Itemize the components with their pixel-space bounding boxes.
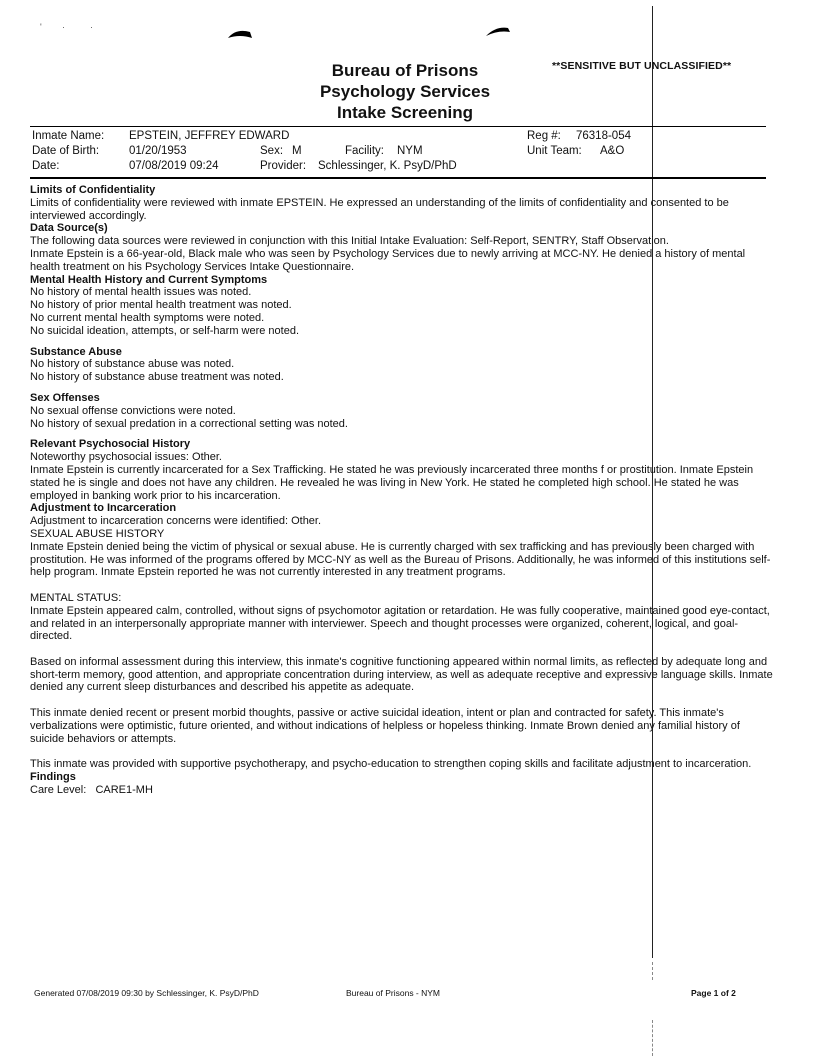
confidentiality-heading: Limits of Confidentiality [30, 184, 156, 196]
mental-status-text: Inmate Epstein appeared calm, controlled, without signs of psychomotor agitation or retardation. He was fully cooperative, maintained good eye-contact, and related in an interpersonally appropriate manner with interviewer. Speech and thought processes were organized, coherent, logical, and goal-directed. [30, 604, 770, 643]
confidentiality-text: Limits of confidentiality were reviewed with inmate EPSTEIN. He expressed an understanding of the limits of confidentiality and consented to be interviewed accordingly. [30, 196, 729, 222]
scan-line-dashed [652, 962, 654, 980]
scan-mark: ' [40, 22, 42, 32]
reg-label: Reg #: [527, 130, 561, 142]
data-sources-detail: Inmate Epstein is a 66-year-old, Black male who was seen by Psychology Services due to newly arriving at MCC-NY. He denied a history of mental health treatment on his Psychology Services Intake Questionnaire. [30, 247, 746, 273]
mental-health-item: No current mental health symptoms were noted. [30, 311, 265, 324]
cognitive-text: Based on informal assessment during this interview, this inmate's cognitive functioning appeared within normal limits, as reflected by adequate long and short-term memory, good attention, and appropriate concentration during interview, as well as adequate receptive and expressive language skills. Inmate denied any current sleep disturbances and described his appetite as adequate. [30, 655, 773, 694]
mental-health-heading: Mental Health History and Current Symptoms [30, 273, 268, 286]
substance-item: No history of substance abuse was noted. [30, 358, 235, 371]
care-level [30, 784, 775, 797]
risk-text: This inmate denied recent or present morbid thoughts, passive or active suicidal ideation, intent or plan and contracted for safety. This inmate's verbalizations were optimistic, future oriented, and without indications of helpless or hopeless thinking. Inmate Brown denied any familial history of suicide behaviors or attempts. [30, 707, 740, 745]
care-level-label: Care Level: [30, 783, 87, 796]
scan-smudge-left [226, 26, 254, 40]
footer-page: Page 1 of 2 [691, 988, 736, 998]
psychosocial-text: Inmate Epstein is currently incarcerated for a Sex Trafficking. He stated he was previously incarcerated three months f or prostitution. Inmate Epstein stated he is single and does not have any children. He revealed he was living in New York. He stated he completed high school. He stated he was employed in banking work prior to his incarceration. [30, 463, 754, 502]
data-sources-heading: Data Source(s) [30, 222, 108, 235]
dob-value: 01/20/1953 [129, 145, 187, 157]
adjustment-heading: Adjustment to Incarceration [30, 502, 177, 515]
substance-item: No history of substance abuse treatment was noted. [30, 371, 284, 384]
adjustment-intro: Adjustment to incarceration concerns were identified: Other. [30, 515, 322, 528]
inmate-name-label: Inmate Name: [32, 130, 105, 142]
sexual-abuse-text: Inmate Epstein denied being the victim of physical or sexual abuse. He is currently charged with sex trafficking and has previously been charged with prostitution. He was informed of the programs offered by MCC-NY as well as the Bureau of Prisons. Additionally, he was informed of this institutions self-help program. Inmate Epstein reported he was not currently interested in any treatment programs. [30, 540, 771, 579]
substance-heading: Substance Abuse [30, 345, 122, 358]
unit-team-label: Unit Team: [527, 145, 582, 157]
sex-offenses-heading: Sex Offenses [30, 391, 100, 404]
sex-offenses-item: No sexual offense convictions were noted. [30, 404, 236, 417]
data-sources-text: The following data sources were reviewed in conjunction with this Initial Intake Evaluation: Self-Report, SENTRY, Staff Observation. [30, 235, 669, 248]
header-rule-top [30, 126, 766, 127]
date-value: 07/08/2019 09:24 [129, 160, 219, 172]
findings-heading: Findings [30, 771, 76, 784]
provider-label: Provider: [260, 160, 307, 172]
classification-banner: **SENSITIVE BUT UNCLASSIFIED** [552, 60, 732, 72]
sex-label: Sex: [260, 145, 284, 157]
facility-value: NYM [397, 145, 423, 157]
footer-generated: Generated 07/08/2019 09:30 by Schlessinger, K. PsyD/PhD [34, 988, 259, 998]
care-level-value: CARE1-MH [95, 783, 153, 796]
therapy-text: This inmate was provided with supportive psychotherapy, and psycho-education to strengthen coping skills and facilitate adjustment to incarceration. [30, 758, 752, 771]
mental-status-heading: MENTAL STATUS: [30, 591, 122, 604]
agency-title: Bureau of Prisons [331, 61, 479, 80]
date-label: Date: [32, 160, 60, 172]
report-body [30, 184, 775, 797]
dob-label: Date of Birth: [32, 145, 100, 157]
provider-value: Schlessinger, K. PsyD/PhD [318, 160, 457, 172]
scan-line-dashed [652, 1020, 654, 1056]
sex-value: M [292, 145, 302, 157]
scan-smudge-right [484, 24, 512, 38]
header-rule-bottom [30, 177, 766, 179]
department-title: Psychology Services [319, 82, 491, 101]
unit-team-value: A&O [600, 145, 625, 157]
mental-health-item: No suicidal ideation, attempts, or self-harm were noted. [30, 324, 300, 337]
reg-value: 76318-054 [576, 130, 631, 142]
psychosocial-intro: Noteworthy psychosocial issues: Other. [30, 451, 222, 464]
scan-mark: · [90, 22, 93, 32]
mental-health-item: No history of mental health issues was noted. [30, 286, 252, 299]
sex-offenses-item: No history of sexual predation in a correctional setting was noted. [30, 417, 348, 430]
form-title: Intake Screening [336, 103, 474, 122]
sexual-abuse-heading: SEXUAL ABUSE HISTORY [30, 527, 165, 540]
footer-source: Bureau of Prisons - NYM [346, 988, 441, 998]
psychosocial-heading: Relevant Psychosocial History [30, 438, 191, 451]
facility-label: Facility: [345, 145, 384, 157]
inmate-name: EPSTEIN, JEFFREY EDWARD [129, 130, 290, 142]
mental-health-item: No history of prior mental health treatment was noted. [30, 299, 292, 312]
scan-mark: · [62, 22, 65, 32]
